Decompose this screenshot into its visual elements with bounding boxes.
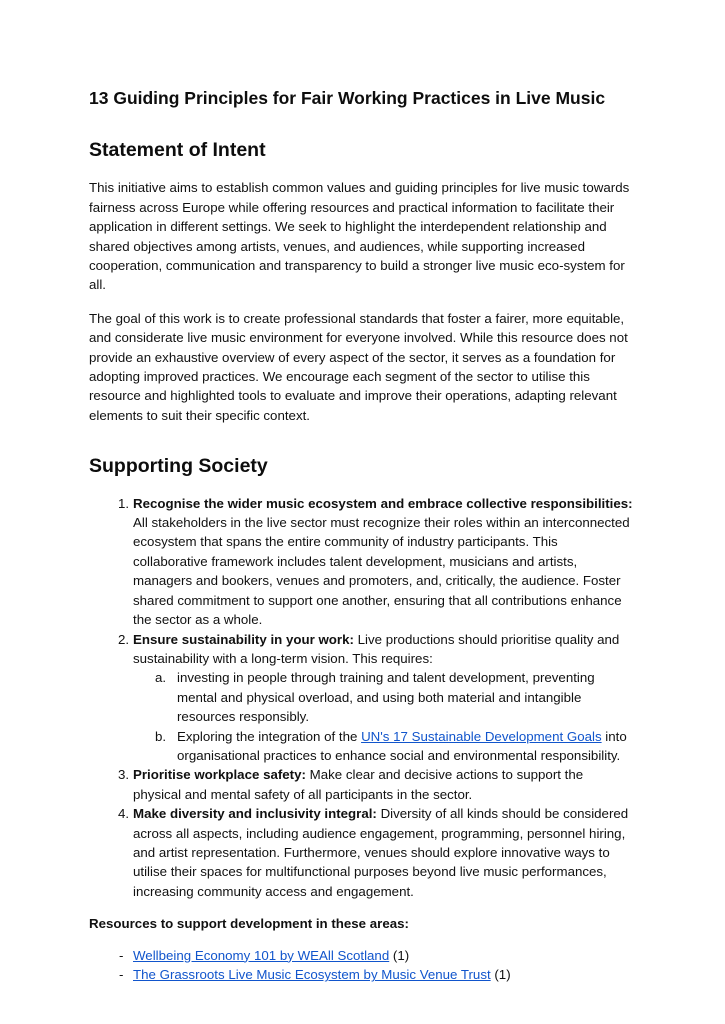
intent-paragraph-2: The goal of this work is to create professional standards that foster a fairer, more equitable, and considerate live music environment for everyone involved. While this resource does not provide an exhaustive overview of every aspect of the sector, it serves as a foundation for adopting improved practices. We encourage each segment of the sector to utilise this resource and highlighted tools to evaluate and improve their operations, adapting relevant elements to suit their specific context. xyxy=(89,310,628,423)
resources-list xyxy=(89,946,634,986)
document-title: 13 Guiding Principles for Fair Working Practices in Live Music xyxy=(89,88,606,108)
un-sdg-link[interactable]: UN's 17 Sustainable Development Goals xyxy=(361,728,602,744)
resources-heading: Resources to support development in these areas: xyxy=(89,916,409,932)
principle-3-lead: Prioritise workplace safety: xyxy=(133,767,306,783)
sustainability-sublist xyxy=(133,668,634,765)
sublist-item-b-text-before: Exploring the integration of the xyxy=(177,728,362,744)
sublist-item-b xyxy=(133,727,634,766)
principle-4-lead: Make diversity and inclusivity integral: xyxy=(133,806,377,822)
resource-suffix-1: (1) xyxy=(389,947,410,963)
statement-of-intent-heading: Statement of Intent xyxy=(89,139,266,161)
intent-paragraph-1: This initiative aims to establish common values and guiding principles for live music towards fairness across Europe while offering resources and practical information to facilitate their application in different settings. We seek to highlight the interdependent relationship and shared objectives among artists, venues, and audiences, while supporting increased cooperation, communication and transparency to build a stronger live music eco-system for all. xyxy=(89,180,630,293)
principle-3-text: Make clear and decisive actions to support the physical and mental safety of all participants in the sector. xyxy=(133,767,584,802)
principle-1-text: All stakeholders in the live sector must recognize their roles within an interconnected ecosystem that spans the entire community of industry participants. This collaborative framework includes talent development, musicians and artists, managers and bookers, venues and promoters, and, critically, the audience. Foster shared commitment to support one another, ensuring that all contributions enhance the sector as a whole. xyxy=(133,515,630,628)
sublist-item-a-text: investing in people through training and talent development, preventing mental and physical overload, and using both material and intangible resources responsibly. xyxy=(177,670,595,725)
principle-2-text: Live productions should prioritise quality and sustainability with a long-term vision. This requires: xyxy=(133,631,620,666)
sublist-item-b-text-after: into organisational practices to enhance social and environmental responsibility. xyxy=(177,728,627,763)
document-content xyxy=(89,88,634,985)
principle-4-text: Diversity of all kinds should be considered across all aspects, including audience engagement, programming, personnel hiring, and artist representation. Furthermore, venues should explore innovative ways to utilise their spaces for multifunctional purposes beyond live music performances, increasing community access and engagement. xyxy=(133,806,629,899)
principles-list xyxy=(89,494,634,902)
grassroots-ecosystem-link[interactable]: The Grassroots Live Music Ecosystem by Music Venue Trust xyxy=(133,967,491,983)
principle-item-3 xyxy=(89,765,634,804)
resource-item-grassroots xyxy=(89,965,634,985)
principle-item-1 xyxy=(89,494,634,630)
resource-suffix-2: (1) xyxy=(490,967,511,983)
principle-item-4 xyxy=(89,804,634,901)
principle-item-2 xyxy=(89,630,634,766)
resource-item-wellbeing xyxy=(89,946,634,966)
wellbeing-economy-link[interactable]: Wellbeing Economy 101 by WEAll Scotland xyxy=(133,947,390,963)
supporting-society-heading: Supporting Society xyxy=(89,455,268,478)
sublist-item-a xyxy=(133,668,634,726)
principle-1-lead: Recognise the wider music ecosystem and embrace collective responsibilities: xyxy=(133,495,633,511)
principle-2-lead: Ensure sustainability in your work: xyxy=(133,631,354,647)
